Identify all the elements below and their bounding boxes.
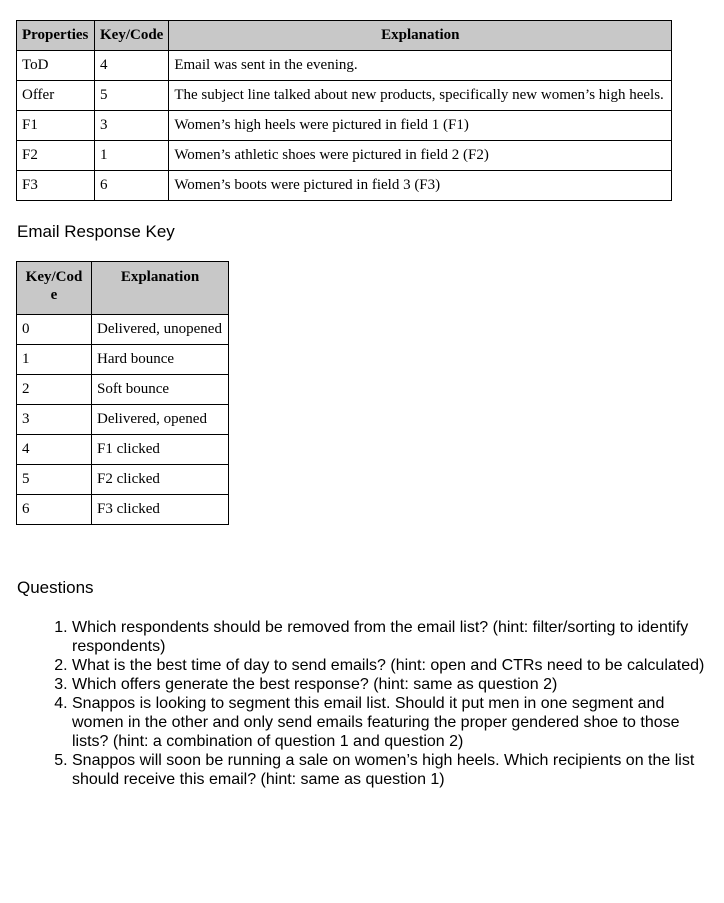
- table-header-row: [17, 262, 229, 315]
- explanation-cell: Women’s high heels were pictured in field 1 (F1): [169, 111, 672, 141]
- table-row: [17, 141, 672, 171]
- code-cell: 2: [17, 375, 92, 405]
- question-item: 3. Which offers generate the best response? (hint: same as question 2): [72, 675, 717, 694]
- code-cell: 1: [95, 141, 169, 171]
- table-row: [17, 81, 672, 111]
- table-row: [17, 495, 229, 525]
- question-item: 5. Snappos will soon be running a sale on women’s high heels. Which recipients on the list should receive this email? (hint: same as question 1): [72, 751, 717, 789]
- explanation-cell: F2 clicked: [92, 465, 229, 495]
- header-key-code: Key/Cod e: [17, 262, 92, 315]
- code-cell: 4: [17, 435, 92, 465]
- property-cell: ToD: [17, 51, 95, 81]
- property-cell: F3: [17, 171, 95, 201]
- code-cell: 0: [17, 315, 92, 345]
- explanation-cell: Soft bounce: [92, 375, 229, 405]
- code-cell: 4: [95, 51, 169, 81]
- code-cell: 6: [17, 495, 92, 525]
- explanation-cell: Delivered, unopened: [92, 315, 229, 345]
- table-row: [17, 171, 672, 201]
- table-row: [17, 465, 229, 495]
- explanation-cell: Email was sent in the evening.: [169, 51, 672, 81]
- response-key-table: [16, 261, 229, 525]
- questions-heading: Questions: [17, 578, 94, 597]
- header-explanation: Explanation: [169, 21, 672, 51]
- explanation-cell: Hard bounce: [92, 345, 229, 375]
- property-cell: Offer: [17, 81, 95, 111]
- response-key-heading: Email Response Key: [17, 222, 175, 241]
- property-cell: F1: [17, 111, 95, 141]
- code-cell: 3: [17, 405, 92, 435]
- table-row: [17, 111, 672, 141]
- code-cell: 5: [95, 81, 169, 111]
- header-properties: Properties: [17, 21, 95, 51]
- properties-table: [16, 20, 672, 201]
- header-explanation: Explanation: [92, 262, 229, 315]
- explanation-cell: F1 clicked: [92, 435, 229, 465]
- explanation-cell: Women’s athletic shoes were pictured in field 2 (F2): [169, 141, 672, 171]
- table-header-row: [17, 21, 672, 51]
- explanation-cell: Delivered, opened: [92, 405, 229, 435]
- code-cell: 3: [95, 111, 169, 141]
- property-cell: F2: [17, 141, 95, 171]
- table-row: [17, 315, 229, 345]
- question-item: 1. Which respondents should be removed from the email list? (hint: filter/sorting to identify respondents): [72, 618, 717, 656]
- question-item: 2. What is the best time of day to send emails? (hint: open and CTRs need to be calculated): [72, 656, 717, 675]
- explanation-cell: F3 clicked: [92, 495, 229, 525]
- header-key-code: Key/Code: [95, 21, 169, 51]
- table-row: [17, 435, 229, 465]
- explanation-cell: Women’s boots were pictured in field 3 (F3): [169, 171, 672, 201]
- table-row: [17, 345, 229, 375]
- question-item: 4. Snappos is looking to segment this email list. Should it put men in one segment and women in the other and only send emails featuring the proper gendered shoe to those lists? (hint: a combination of question 1 and question 2): [72, 694, 717, 751]
- code-cell: 1: [17, 345, 92, 375]
- code-cell: 5: [17, 465, 92, 495]
- questions-list: [17, 618, 717, 789]
- explanation-cell: The subject line talked about new products, specifically new women’s high heels.: [169, 81, 672, 111]
- code-cell: 6: [95, 171, 169, 201]
- table-row: [17, 375, 229, 405]
- table-row: [17, 51, 672, 81]
- table-row: [17, 405, 229, 435]
